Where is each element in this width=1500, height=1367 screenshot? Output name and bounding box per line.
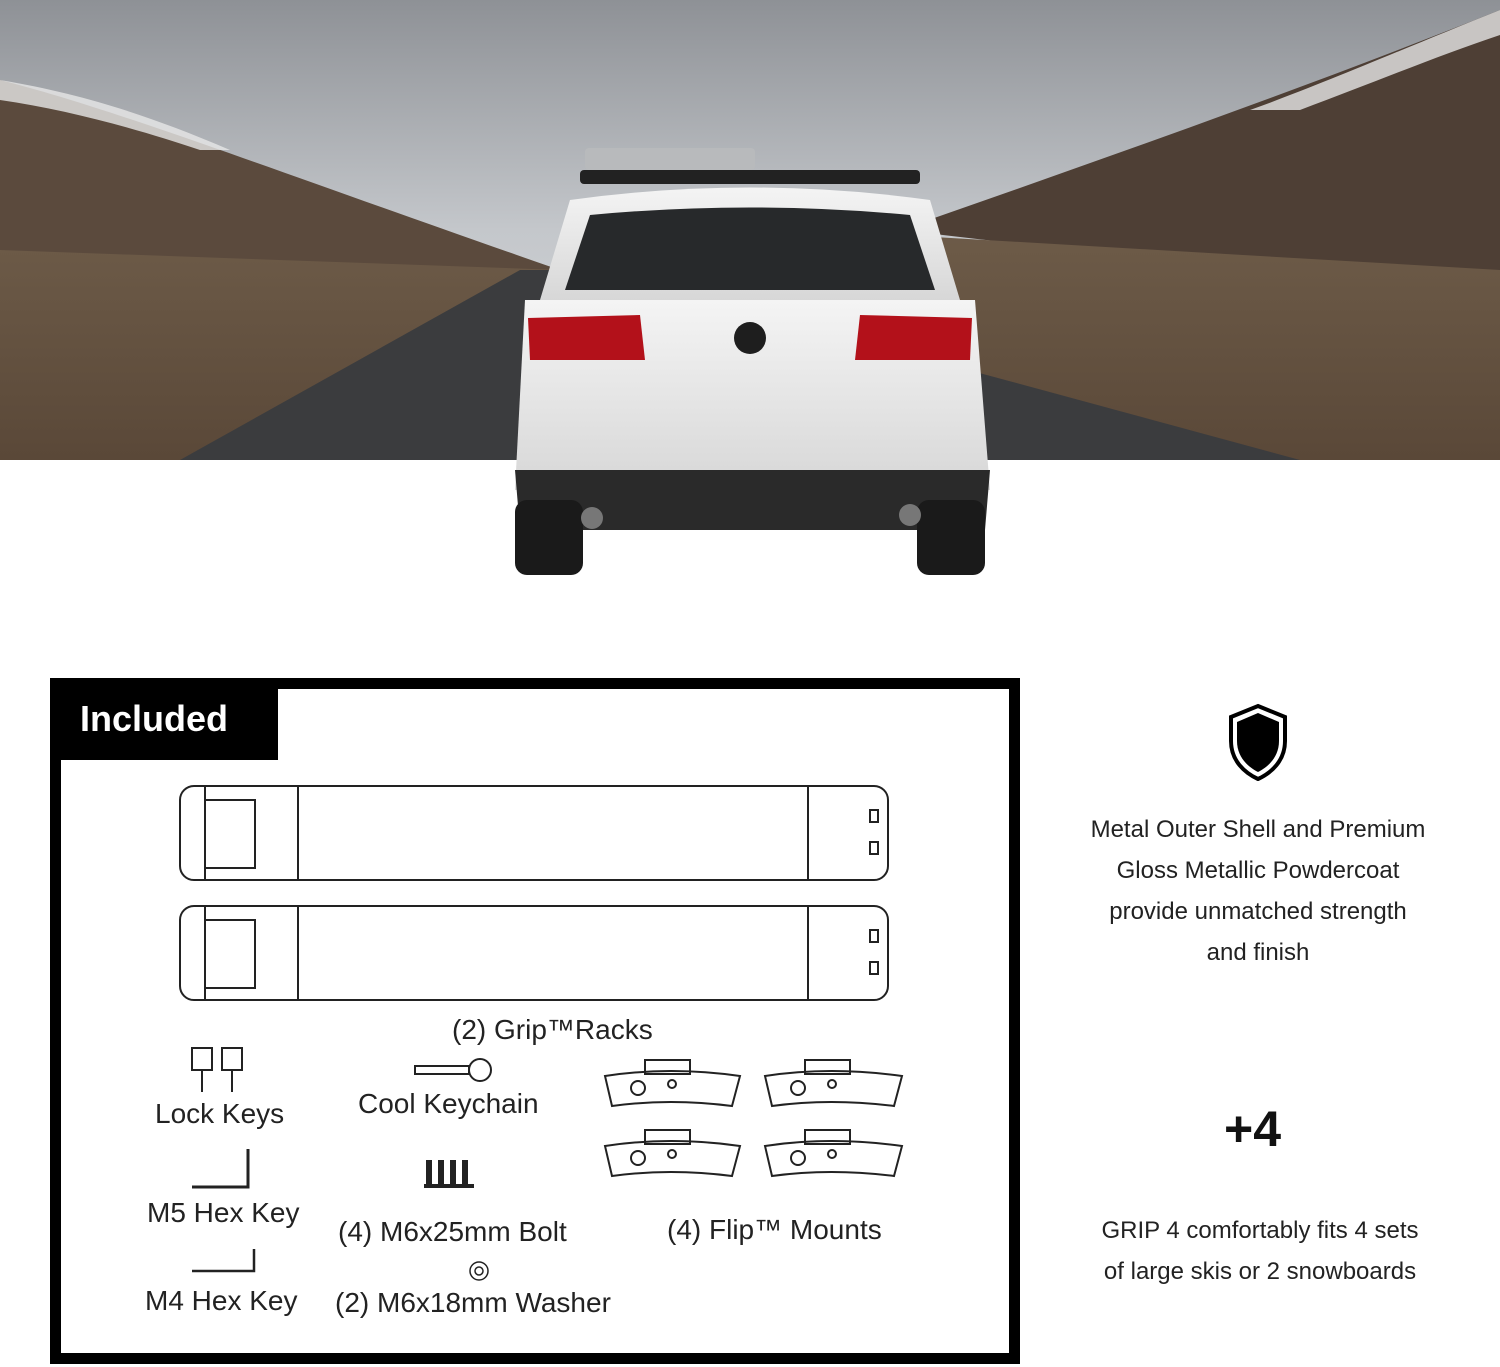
grip-racks-drawing [170, 780, 900, 1010]
included-title: Included [50, 678, 278, 760]
shield-icon [1227, 703, 1289, 781]
m4-hex-key-label: M4 Hex Key [145, 1285, 298, 1316]
bolt-label: (4) M6x25mm Bolt [338, 1216, 567, 1247]
racks-label: (2) Grip™Racks [452, 1014, 653, 1045]
hero-car-photo [0, 0, 1500, 600]
bolts-icon [422, 1158, 478, 1192]
keychain-icon [413, 1058, 495, 1084]
m4-hex-key-icon [190, 1247, 260, 1277]
m5-hex-key-label: M5 Hex Key [147, 1197, 300, 1228]
plus-four-headline: +4 [1224, 1101, 1282, 1157]
lock-keys-icon [190, 1046, 246, 1096]
flip-mounts-drawing [600, 1058, 910, 1193]
feature-shell-text: Metal Outer Shell and Premium Gloss Metallic Powdercoat provide unmatched strength and finish [1090, 816, 1426, 966]
m5-hex-key-icon [190, 1147, 256, 1193]
lock-keys-label: Lock Keys [155, 1098, 285, 1129]
washer-label: (2) M6x18mm Washer [335, 1287, 611, 1318]
keychain-label: Cool Keychain [358, 1088, 539, 1119]
feature-capacity-text: GRIP 4 comfortably fits 4 sets of large skis or 2 snowboards [1101, 1217, 1419, 1285]
flip-mounts-label: (4) Flip™ Mounts [667, 1214, 882, 1245]
washer-icon [468, 1260, 490, 1282]
